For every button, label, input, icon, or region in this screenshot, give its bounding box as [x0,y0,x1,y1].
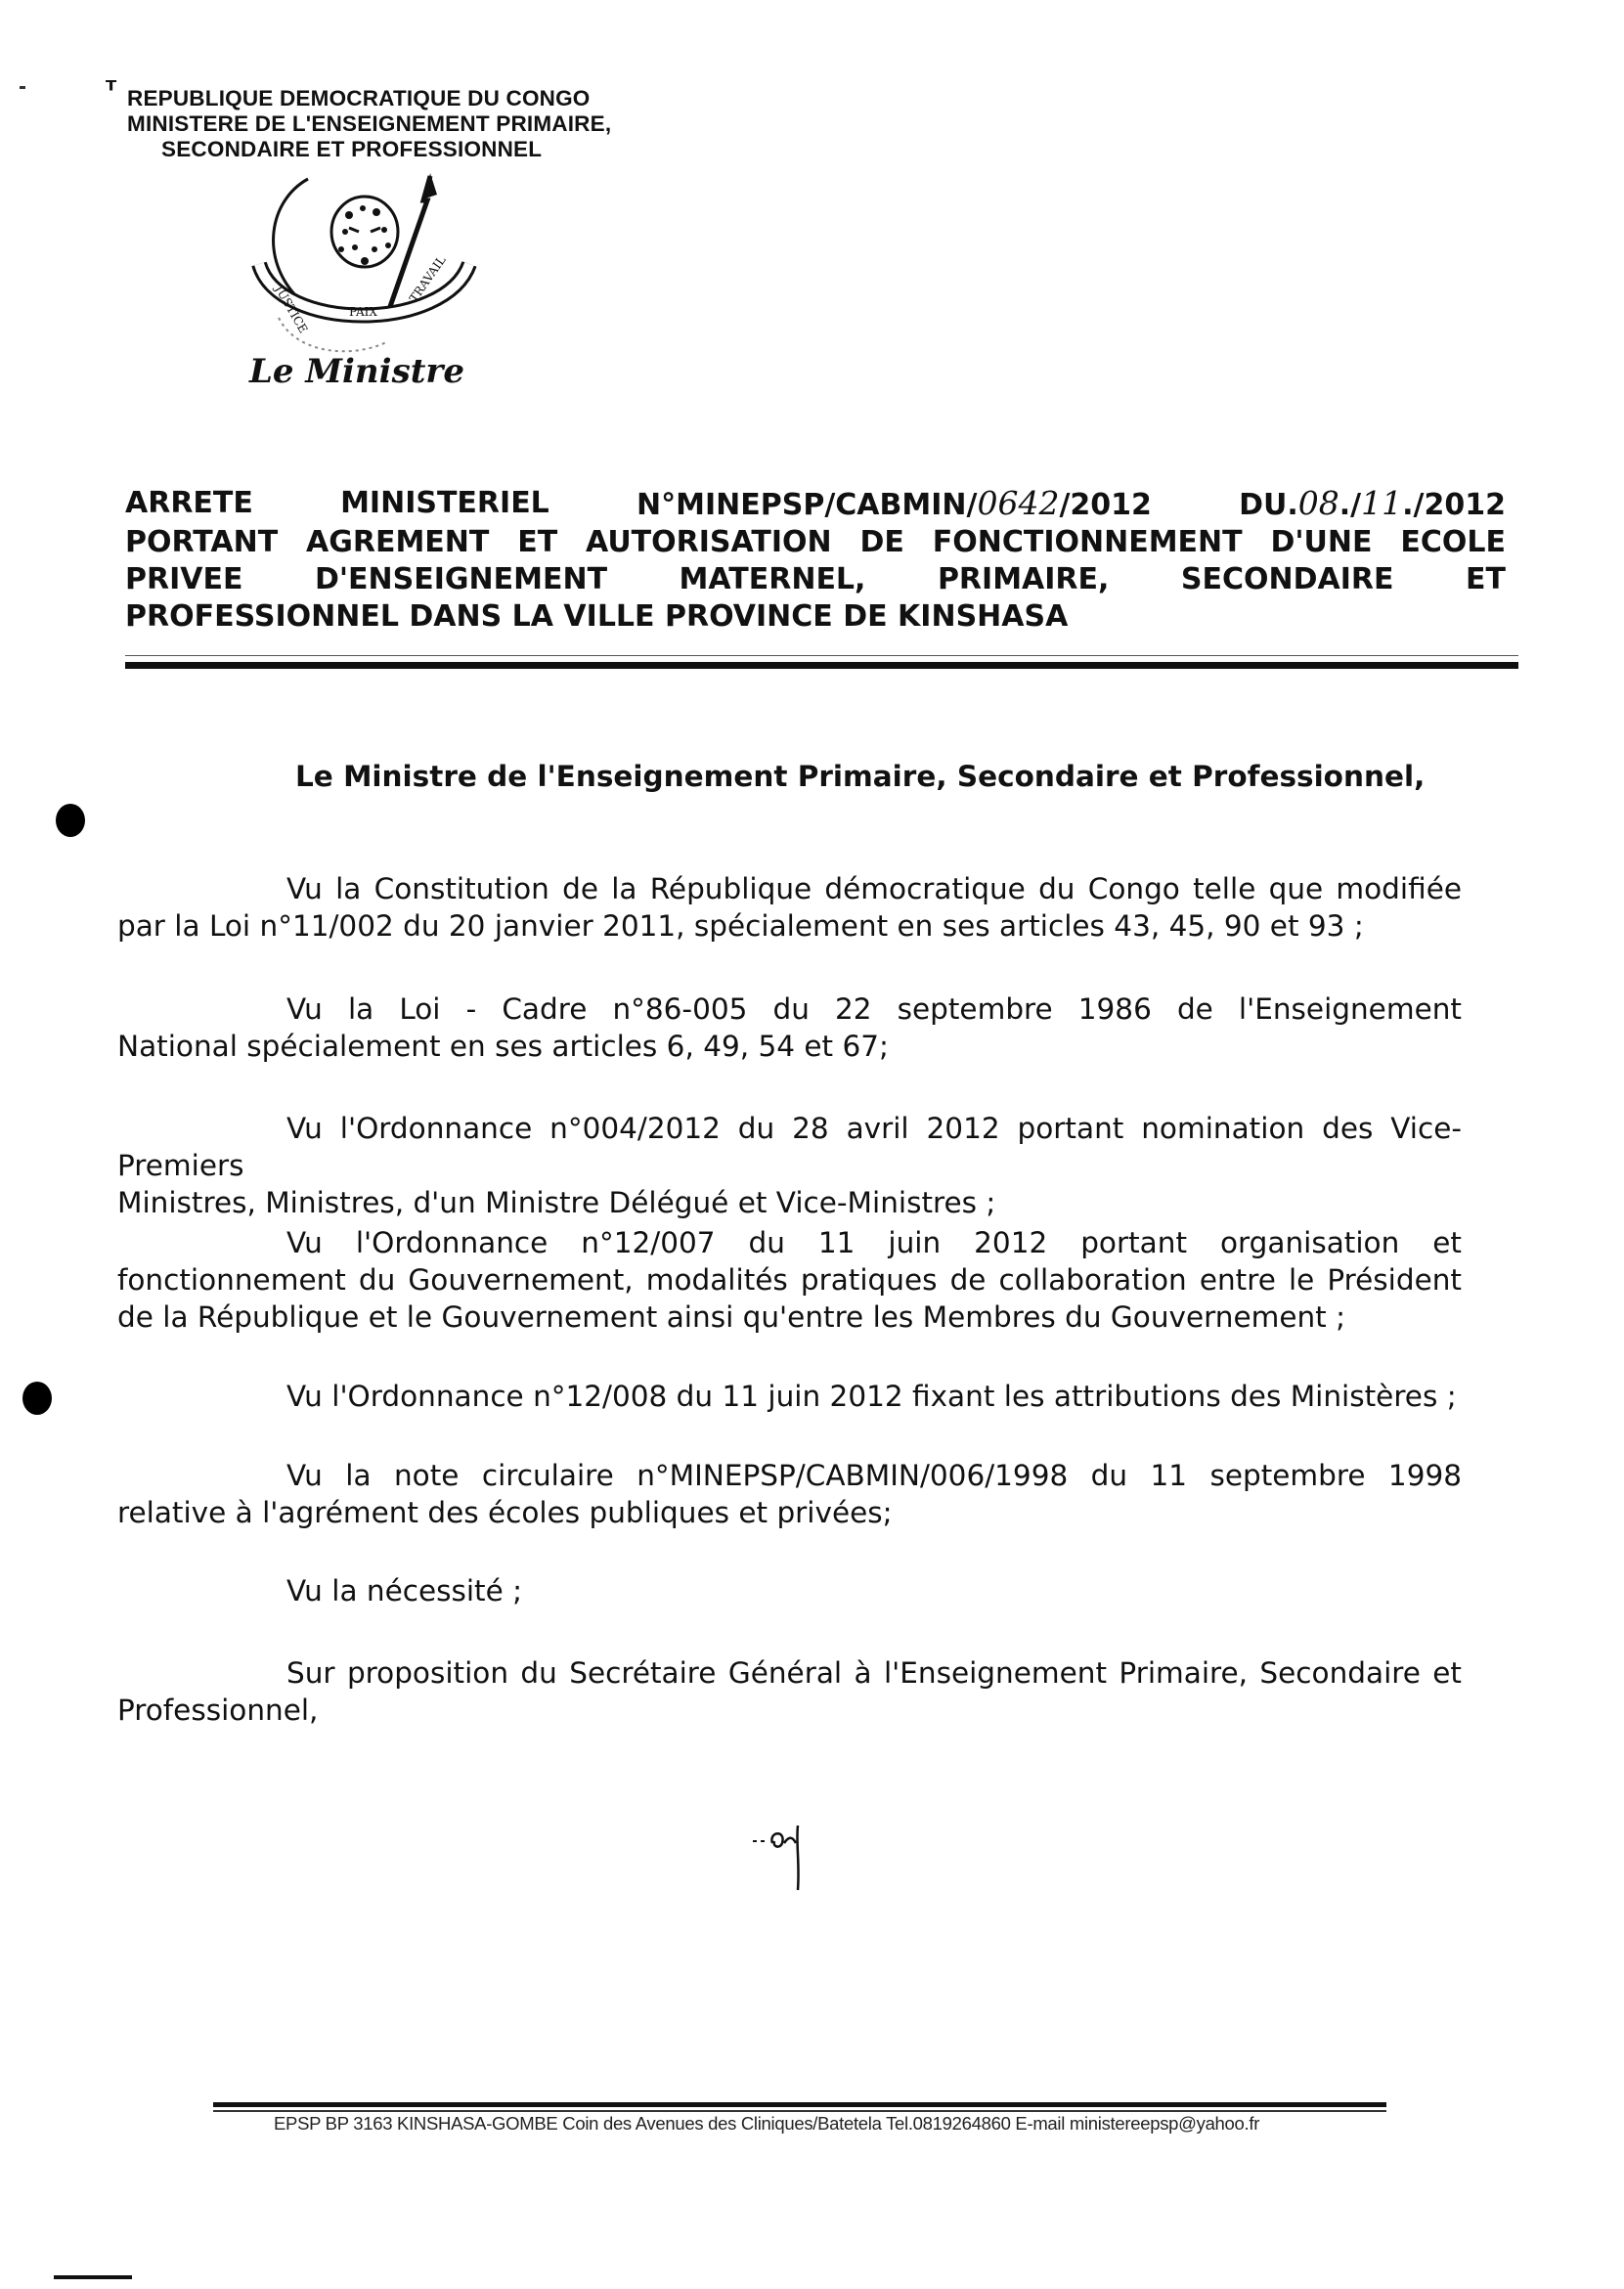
paragraph-rest: par la Loi n°11/002 du 20 janvier 2011, spécialement en ses articles 43, 45, 90 et 93 ; [117,909,1364,943]
tick-mark: ᵀ [106,76,117,106]
decree-reference [636,485,1152,524]
title-word: MINISTERIEL [340,486,549,520]
considerant-paragraph [117,1654,1462,1729]
page-edge-mark [54,2275,132,2279]
title-rule-thin [125,655,1518,656]
title-word: PRIMAIRE, [937,562,1110,596]
motto-justice: JUSTICE [272,283,311,336]
title-rule [125,662,1518,669]
considerant-paragraph [117,870,1462,945]
title-word: ARRETE [125,486,253,520]
paragraph-first-line: Vu la note circulaire n°MINEPSP/CABMIN/006/1998 du 11 septembre 1998 [286,1459,1462,1492]
paragraph-rest: Ministres, Ministres, d'un Ministre Délégué et Vice-Ministres ; [117,1186,996,1219]
title-line-4: PROFESSIONNEL DANS LA VILLE PROVINCE DE KINSHASA [125,599,1069,634]
paragraph-rest: fonctionnement du Gouvernement, modalités pratiques de collaboration entre le Président de la République et le Gouvernement ainsi qu'entre les Membres du Gouvernement ; [117,1263,1462,1334]
considerant-paragraph [117,1572,1462,1609]
footer-rule [213,2102,1386,2107]
coat-of-arms-emblem [240,171,489,362]
motto-travail: TRAVAIL [406,253,449,305]
paragraph-first-line: Sur proposition du Secrétaire Général à l'Enseignement Primaire, Secondaire et [286,1656,1462,1690]
paragraph-first-line: Vu la Constitution de la République démocratique du Congo telle que modifiée [286,872,1462,905]
title-line-1 [125,485,1506,524]
binder-hole [56,804,85,837]
considerant-paragraph [117,1378,1462,1415]
title-word: AUTORISATION [586,525,832,559]
footer-rule-thin [213,2110,1386,2112]
considerant-paragraph [117,1224,1462,1336]
binder-hole [22,1382,52,1415]
title-word: ECOLE [1400,525,1506,559]
date-month-handwritten: 11 [1361,484,1403,522]
title-word: D'ENSEIGNEMENT [314,562,608,596]
decree-date [1239,485,1506,524]
considerant-paragraph [117,990,1462,1065]
date-day-handwritten: 08 [1297,484,1339,522]
paragraph-first-line: Vu l'Ordonnance n°12/007 du 11 juin 2012 portant organisation et [286,1226,1462,1259]
title-word: PORTANT [125,525,279,559]
scan-speck [20,86,25,89]
title-word: FONCTIONNEMENT [932,525,1243,559]
paragraph-first-line: Vu l'Ordonnance n°12/008 du 11 juin 2012 fixant les attributions des Ministères ; [286,1380,1457,1413]
paragraph-first-line: Vu la Loi - Cadre n°86-005 du 22 septembre 1986 de l'Enseignement [286,992,1462,1026]
date-sep: ./ [1339,488,1362,522]
footer-contact: EPSP BP 3163 KINSHASA-GOMBE Coin des Avenues des Cliniques/Batetela Tel.0819264860 E-mail ministereepsp@yahoo.fr [274,2113,1260,2134]
ref-prefix: N°MINEPSP/CABMIN/ [636,488,978,522]
letterhead-ministry-cont: SECONDAIRE ET PROFESSIONNEL [161,137,543,161]
date-prefix: DU. [1239,488,1298,522]
letterhead [103,76,709,162]
decree-title [125,485,1506,636]
minister-signature-title: Le Ministre [249,352,464,391]
title-line-3 [125,561,1506,598]
considerant-paragraph [117,1457,1462,1531]
paragraph-first-line: Vu la nécessité ; [286,1574,523,1607]
minister-heading: Le Ministre de l'Enseignement Primaire, Secondaire et Professionnel, [295,760,1426,793]
title-word: ET [517,525,558,559]
title-word: DE [859,525,904,559]
title-word: ET [1466,562,1506,596]
motto-paix: PAIX [349,305,377,319]
paragraph-rest: Professionnel, [117,1694,319,1727]
title-word: SECONDAIRE [1180,562,1394,596]
letterhead-country: REPUBLIQUE DEMOCRATIQUE DU CONGO [127,86,591,110]
considerant-paragraph [117,1110,1462,1221]
date-year: ./2012 [1402,488,1506,522]
paragraph-rest: National spécialement en ses articles 6, 49, 54 et 67; [117,1030,889,1063]
paragraph-rest: relative à l'agrément des écoles publiques et privées; [117,1496,893,1529]
title-word: D'UNE [1270,525,1373,559]
handwritten-initials [743,1814,831,1902]
letterhead-ministry: MINISTERE DE L'ENSEIGNEMENT PRIMAIRE, [127,111,612,136]
paragraph-first-line: Vu l'Ordonnance n°004/2012 du 28 avril 2012 portant nomination des Vice-Premiers [117,1112,1462,1182]
ref-number-handwritten: 0642 [977,484,1060,522]
title-word: PRIVEE [125,562,243,596]
ref-year: /2012 [1059,488,1152,522]
title-word: MATERNEL, [679,562,866,596]
title-line-2 [125,524,1506,561]
title-word: AGREMENT [306,525,490,559]
